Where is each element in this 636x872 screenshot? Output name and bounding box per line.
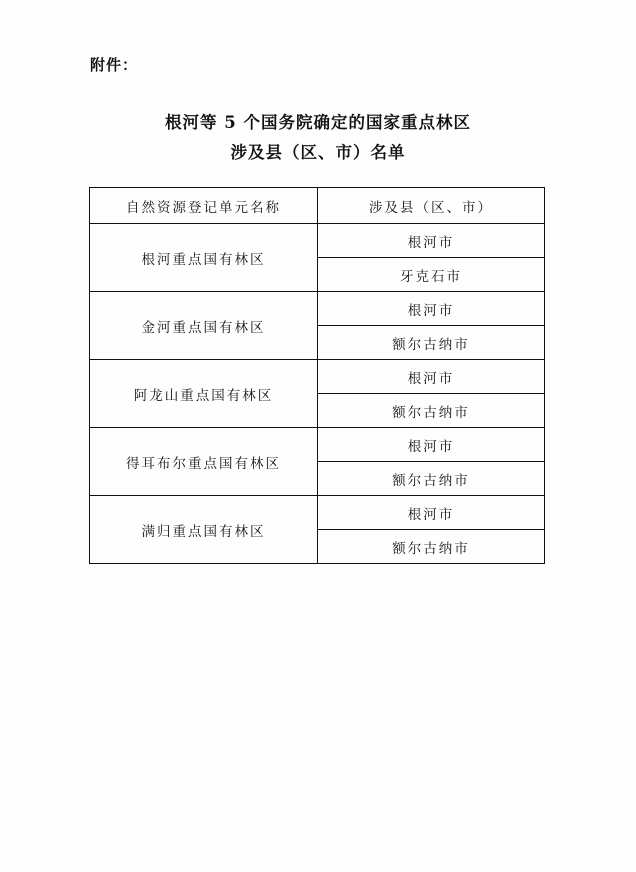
county-cell: 额尔古纳市 [318,530,545,564]
county-cell: 额尔古纳市 [318,326,545,360]
document-title [0,108,636,168]
unit-name-cell: 根河重点国有林区 [90,224,318,292]
unit-name-cell: 金河重点国有林区 [90,292,318,360]
table-row [90,292,545,326]
county-cell: 额尔古纳市 [318,462,545,496]
unit-name-cell: 满归重点国有林区 [90,496,318,564]
unit-name-cell: 阿龙山重点国有林区 [90,360,318,428]
header-counties: 涉及县（区、市） [318,188,545,224]
county-cell: 根河市 [318,224,545,258]
county-cell: 根河市 [318,292,545,326]
unit-name-cell: 得耳布尔重点国有林区 [90,428,318,496]
header-unit-name: 自然资源登记单元名称 [90,188,318,224]
county-cell: 根河市 [318,496,545,530]
table-row [90,428,545,462]
table-header-row [90,188,545,224]
table-row [90,224,545,258]
county-cell: 额尔古纳市 [318,394,545,428]
table-row [90,360,545,394]
county-cell: 根河市 [318,428,545,462]
forest-region-table [89,187,545,564]
county-cell: 牙克石市 [318,258,545,292]
table-row [90,496,545,530]
county-cell: 根河市 [318,360,545,394]
title-line-2: 涉及县（区、市）名单 [230,143,406,162]
title-line-1: 根河等 5 个国务院确定的国家重点林区 [165,113,471,132]
attachment-label: 附件： [90,56,139,74]
